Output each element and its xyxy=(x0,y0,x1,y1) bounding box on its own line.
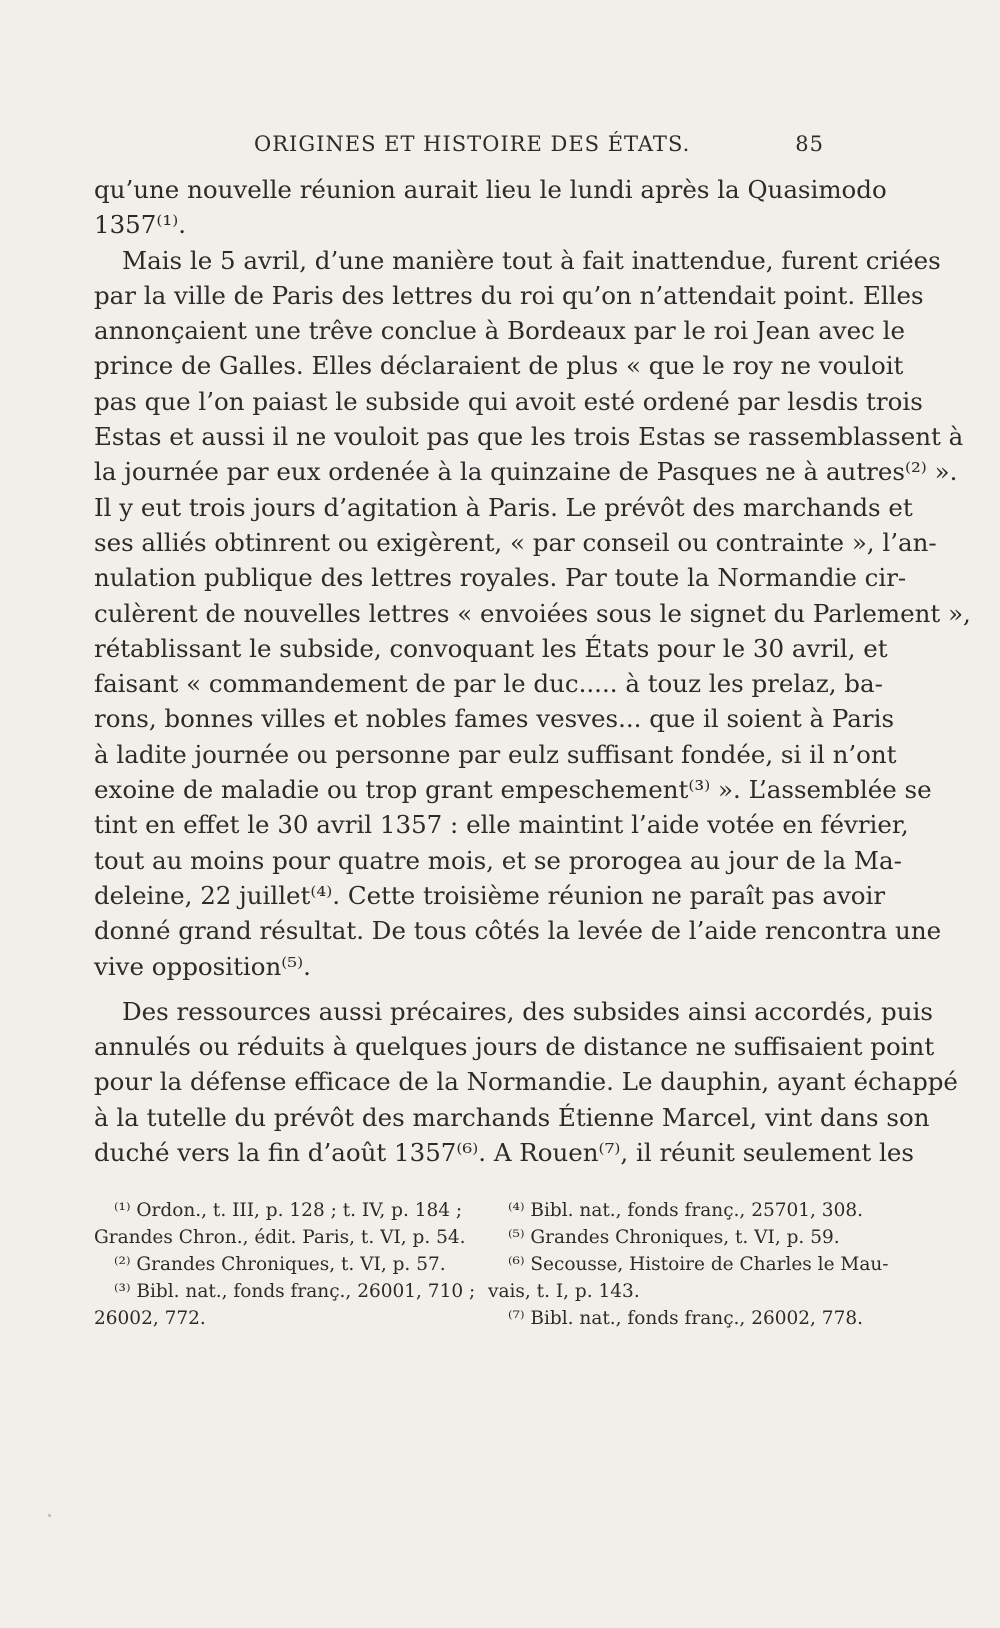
footnote-line: ⁽⁴⁾ Bibl. nat., fonds franç., 25701, 308. xyxy=(508,1200,863,1221)
text-line: Mais le 5 avril, d’une manière tout à fait inattendue, furent criées xyxy=(122,245,941,275)
text-line: pas que l’on paiast le subside qui avoit esté ordené par lesdis trois xyxy=(94,386,923,416)
text-line: annonçaient une trêve conclue à Bordeaux par le roi Jean avec le xyxy=(94,316,905,346)
text-line: qu’une nouvelle réunion aurait lieu le lundi après la Quasimodo xyxy=(94,175,887,204)
footnote-line: ⁽³⁾ Bibl. nat., fonds franç., 26001, 710 ; xyxy=(114,1281,476,1302)
footnote-line: Grandes Chron., édit. Paris, t. VI, p. 54. xyxy=(94,1227,466,1248)
text-line: donné grand résultat. De tous côtés la levée de l’aide rencontra une xyxy=(94,916,942,946)
page-number: 85 xyxy=(795,132,824,156)
text-line: rétablissant le subside, convoquant les États pour le 30 avril, et xyxy=(94,633,888,663)
paper-speck xyxy=(48,1514,51,1517)
text-line: Des ressources aussi précaires, des subsides ainsi accordés, puis xyxy=(122,996,933,1026)
text-line: pour la défense efficace de la Normandie. Le dauphin, ayant échappé xyxy=(94,1067,958,1097)
footnote-line: ⁽⁵⁾ Grandes Chroniques, t. VI, p. 59. xyxy=(508,1227,840,1248)
text-line: rons, bonnes villes et nobles fames vesves... que il soient à Paris xyxy=(94,704,895,734)
footnote-line: 26002, 772. xyxy=(94,1308,206,1329)
text-line: prince de Galles. Elles déclaraient de plus « que le roy ne vouloit xyxy=(94,351,904,381)
text-line: Il y eut trois jours d’agitation à Paris. Le prévôt des marchands et xyxy=(94,492,913,522)
text-line: exoine de maladie ou trop grant empeschement⁽³⁾ ». L’assemblée se xyxy=(94,775,932,805)
text-line: Estas et aussi il ne vouloit pas que les trois Estas se rassemblassent à xyxy=(94,422,964,452)
paragraph-gap xyxy=(94,984,824,994)
text-line: duché vers la fin d’août 1357⁽⁶⁾. A Rouen⁽⁷⁾, il réunit seulement les xyxy=(94,1138,914,1168)
text-line: la journée par eux ordenée à la quinzaine de Pasques ne à autres⁽²⁾ ». xyxy=(94,457,958,487)
text-line: faisant « commandement de par le duc..... à touz les prelaz, ba- xyxy=(94,669,883,699)
text-line: nulation publique des lettres royales. Par toute la Normandie cir- xyxy=(94,563,907,593)
text-line: culèrent de nouvelles lettres « envoiées sous le signet du Parlement », xyxy=(94,598,971,628)
text-line: deleine, 22 juillet⁽⁴⁾. Cette troisième réunion ne paraît pas avoir xyxy=(94,880,886,910)
text-line: tout au moins pour quatre mois, et se prorogea au jour de la Ma- xyxy=(94,845,902,875)
body-text xyxy=(94,172,971,1170)
text-line: vive opposition⁽⁵⁾. xyxy=(94,951,311,981)
footnote-line: ⁽²⁾ Grandes Chroniques, t. VI, p. 57. xyxy=(114,1254,446,1275)
footnotes-right-column xyxy=(488,1197,889,1332)
text-line: 1357⁽¹⁾. xyxy=(94,210,186,240)
footnotes-left-column xyxy=(94,1197,476,1332)
text-line: par la ville de Paris des lettres du roi qu’on n’attendait point. Elles xyxy=(94,280,924,310)
running-title: ORIGINES ET HISTOIRE DES ÉTATS. xyxy=(254,132,691,156)
text-line: tint en effet le 30 avril 1357 : elle maintint l’aide votée en février, xyxy=(94,810,909,840)
text-line: à la tutelle du prévôt des marchands Étienne Marcel, vint dans son xyxy=(94,1102,930,1132)
footnote-line: ⁽⁷⁾ Bibl. nat., fonds franç., 26002, 778. xyxy=(508,1308,863,1329)
text-line: ses alliés obtinrent ou exigèrent, « par conseil ou contrainte », l’an- xyxy=(94,527,937,557)
text-line: à ladite journée ou personne par eulz suffisant fondée, si il n’ont xyxy=(94,739,897,769)
footnote-line: vais, t. I, p. 143. xyxy=(488,1281,640,1302)
footnote-line: ⁽¹⁾ Ordon., t. III, p. 128 ; t. IV, p. 184 ; xyxy=(114,1200,463,1221)
text-line: annulés ou réduits à quelques jours de distance ne suffisaient point xyxy=(94,1032,935,1062)
running-header xyxy=(94,128,824,162)
footnote-line: ⁽⁶⁾ Secousse, Histoire de Charles le Mau- xyxy=(508,1254,889,1275)
